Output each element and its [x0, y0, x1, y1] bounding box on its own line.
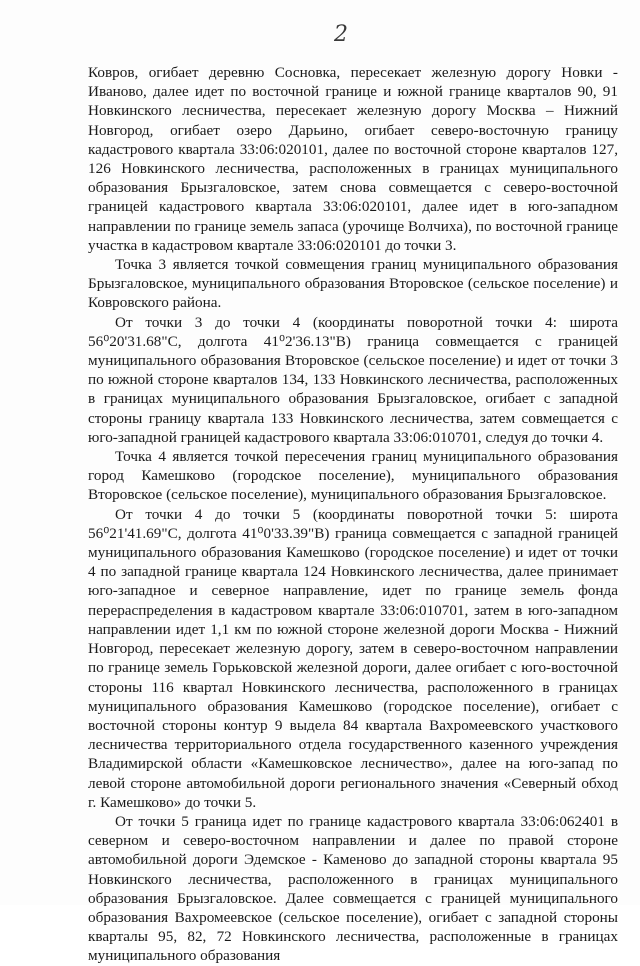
paragraph-4: Точка 4 является точкой пересечения границ муниципального образования город Камешково (городское поселение), муниципального образования Второвское (сельское поселение), муниципального образования Брызгаловское. [88, 448, 618, 504]
document-body [88, 63, 618, 966]
page-number: 2 [334, 22, 348, 47]
paragraph-2: Точка 3 является точкой совмещения границ муниципального образования Брызгаловское, муниципального образования Второвское (сельское поселение) и Ковровского района. [88, 256, 618, 312]
paragraph-6: От точки 5 граница идет по границе кадастрового квартала 33:06:062401 в северном и северо-восточном направлении и далее по правой стороне автомобильной дороги Эдемское - Каменово до западной стороны квартала 95 Новкинского лесничества, расположенного в границах муниципального образования Брызгаловское. Далее совмещается с границей муниципального образования Вахромеевское (сельское поселение), огибает с западной стороны кварталы 95, 82, 72 Новкинского лесничества, расположенные в границах муниципального образования [88, 812, 618, 965]
paragraph-3: От точки 3 до точки 4 (координаты поворотной точки 4: широта 56⁰20'31.68"С, долгота 41⁰2'36.13"В) граница совмещается с границей муниципального образования Второвское (сельское поселение) и идет от точки 3 по южной стороне кварталов 134, 133 Новкинского лесничества, расположенных в границах муниципального образования Брызгаловское, огибает с западной стороны границу квартала 133 Новкинского лесничества, затем совмещается с юго-западной границей кадастрового квартала 33:06:010701, следуя до точки 4. [88, 313, 618, 446]
paragraph-1: Ковров, огибает деревню Сосновка, пересекает железную дорогу Новки - Иваново, далее идет по восточной границе и южной границе кварталов 90, 91 Новкинского лесничества, пересекает железную дорогу Москва – Нижний Новгород, огибает озеро Дарьино, огибает северо-восточную границу кадастрового квартала 33:06:020101, далее по восточной стороне кварталов 127, 126 Новкинского лесничества, расположенных в границах муниципального образования Брызгаловское, затем снова совмещается с северо-восточной границей кадастрового квартала 33:06:020101, далее идет в юго-западном направлении по границе земель запаса (урочище Волчиха), по восточной границе участка в кадастровом квартале 33:06:020101 до точки 3. [88, 64, 618, 254]
paragraph-5: От точки 4 до точки 5 (координаты поворотной точки 5: широта 56⁰21'41.69"С, долгота 41⁰0'33.39"В) граница совмещается с западной границей муниципального образования Камешково (городское поселение) и идет от точки 4 по западной границе квартала 124 Новкинского лесничества, далее принимает юго-западное и северное направление, идет по границе земель фонда перераспределения в кадастровом квартале 33:06:010701, затем в юго-западном направлении идет 1,1 км по южной стороне железной дороги Москва - Нижний Новгород, пересекает железную дорогу, затем в северо-восточном направлении по границе земель Горьковской железной дороги, далее огибает с юго-восточной стороны 116 квартал Новкинского лесничества, расположенного в границах муниципального образования Камешково (городское поселение), огибает с восточной стороны контур 9 выдела 84 квартала Вахромеевского участкового лесничества территориального отдела государственного казенного учреждения Владимирской области «Камешковское лесничество», далее на юго-запад по левой стороне автомобильной дороги регионального значения «Северный обход г. Камешково» до точки 5. [88, 505, 618, 811]
